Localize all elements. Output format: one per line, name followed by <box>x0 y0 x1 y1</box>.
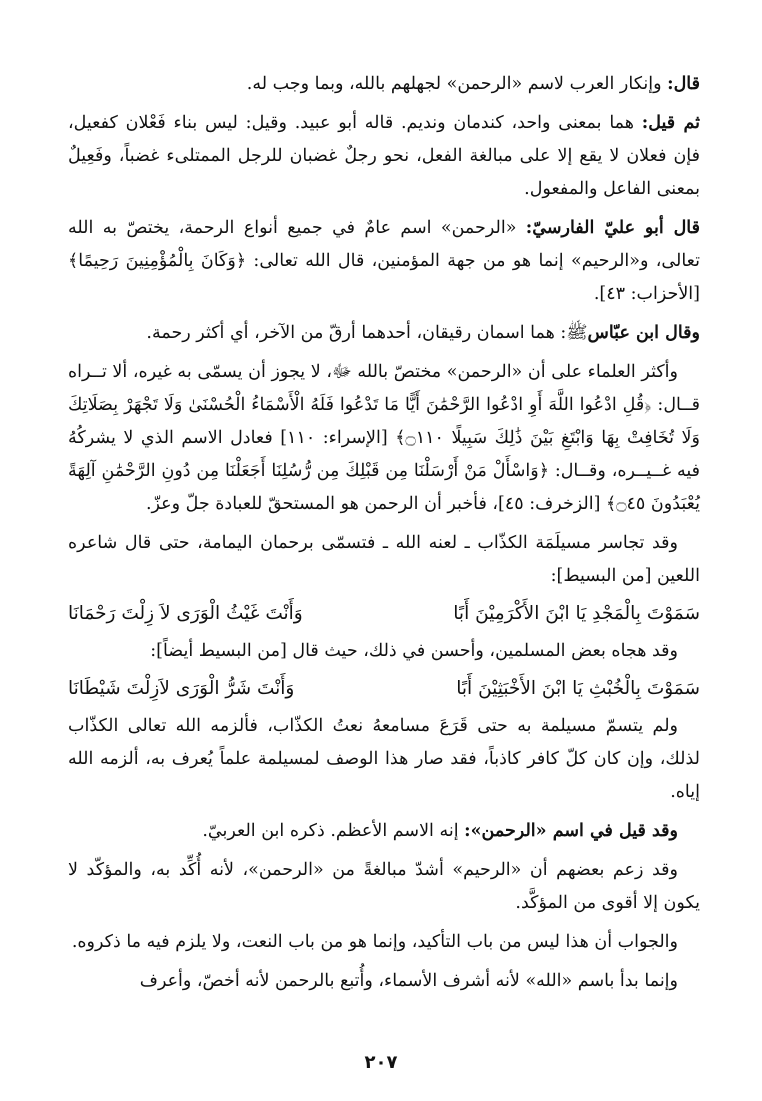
paragraph-8 <box>68 710 700 809</box>
paragraph-text: والجواب أن هذا ليس من باب التأكيد، وإنما هو من باب النعت، ولا يلزم فيه ما ذكروه. <box>71 932 678 952</box>
paragraph-text: ﷺ: هما اسمان رقيقان، أحدهما أرقّ من الآخر، أي أكثر رحمة. <box>146 323 588 343</box>
paragraph-lead: قال: <box>667 74 700 94</box>
paragraph-lead: وقال ابن عبّاس <box>587 323 700 343</box>
paragraph-text: ولم يتسمّ مسيلمة به حتى قَرَعَ مسامعهُ نعتُ الكذّاب، فألزمه الله تعالى الكذّاب لذلك، وإن كان كلّ كافر كاذباً، فقد صار هذا الوصف لمسيلمة علماً يُعرف به، ألزمه الله إياه. <box>68 716 700 802</box>
paragraph-7 <box>68 635 700 668</box>
paragraph-text: وإنكار العرب لاسم «الرحمن» لجهلهم بالله، وبما وجب له. <box>246 74 668 94</box>
paragraph-4 <box>68 317 700 350</box>
paragraph-lead: ثم قيل: <box>641 113 700 133</box>
paragraph-11 <box>68 926 700 959</box>
verse-first-hemistich: سَمَوْتَ بِالْمَجْدِ يَا ابْنَ الأَكْرَمِيْنَ أَبًا <box>453 603 700 624</box>
paragraph-12 <box>68 965 700 998</box>
verse-second-hemistich: وَأَنْتَ غَيْثُ الْوَرَى لاَ زِلْتَ رَحْمَانَا <box>68 603 303 624</box>
paragraph-text: وإنما بدأ باسم «الله» لأنه أشرف الأسماء، وأُتبع بالرحمن لأنه أخصّ، وأعرف <box>139 971 678 991</box>
paragraph-lead: وقد قيل في اسم «الرحمن»: <box>464 821 678 841</box>
poem-verse-2 <box>68 672 700 706</box>
paragraph-1 <box>68 68 700 101</box>
paragraph-text: هما بمعنى واحد، كندمان ونديم. قاله أبو عبيد. وقيل: ليس بناء فَعْلان كفعيل، فإن فعلان لا يقع إلا على مبالغة الفعل، نحو رجلٌ غضبان للرجل الممتلىء غضباً، وفَعِيلٌ بمعنى الفاعل والمفعول. <box>68 113 700 199</box>
paragraph-text: وقد زعم بعضهم أن «الرحيم» أشدّ مبالغةً من «الرحمن»، لأنه أُكِّد به، والمؤكّد لا يكون إلا أقوى من المؤكَّد. <box>68 860 700 913</box>
paragraph-lead: قال أبو عليّ الفارسيّ: <box>525 218 700 238</box>
poem-verse-1 <box>68 597 700 631</box>
paragraph-2 <box>68 107 700 206</box>
paragraph-text: «الرحمن» اسم عامٌ في جميع أنواع الرحمة، يختصّ به الله تعالى، و«الرحيم» إنما هو من جهة المؤمنين، قال الله تعالى: ﴿وَكَانَ بِالْمُؤْمِنِينَ رَحِيمًا﴾[الأحزاب: ٤٣]. <box>68 218 700 304</box>
verse-first-hemistich: سَمَوْتَ بِالْخُبْثِ يَا ابْنَ الأَخْبَثِيْنَ أَبًا <box>456 678 700 699</box>
paragraph-5 <box>68 356 700 521</box>
paragraph-6 <box>68 527 700 593</box>
paragraph-10 <box>68 854 700 920</box>
paragraph-3 <box>68 212 700 311</box>
paragraph-text: إنه الاسم الأعظم. ذكره ابن العربيّ. <box>202 821 465 841</box>
paragraph-text: وقد هجاه بعض المسلمين، وأحسن في ذلك، حيث قال [من البسيط أيضاً]: <box>150 641 678 661</box>
page-number: ٢٠٧ <box>364 1052 398 1073</box>
verse-second-hemistich: وَأَنْتَ شَرُّ الْوَرَى لاَزِلْتَ شَيْطَانَا <box>68 678 295 699</box>
paragraph-text: وقد تجاسر مسيلَمَة الكذّاب ـ لعنه الله ـ فتسمّى برحمان اليمامة، حتى قال شاعره اللعين [من البسيط]: <box>68 533 700 586</box>
paragraph-9 <box>68 815 700 848</box>
paragraph-text: وأكثر العلماء على أن «الرحمن» مختصّ بالله ﷻ، لا يجوز أن يسمّى به غيره، ألا تــراه قــال: ﴿قُلِ ادْعُوا اللَّهَ أَوِ ادْعُوا الرَّحْمَٰنَ أَيًّا مَا تَدْعُوا فَلَهُ الْأَسْمَاءُ الْحُسْنَىٰ وَلَا تَجْهَرْ بِصَلَاتِكَ وَلَا تُخَافِتْ بِهَا وَابْتَغِ بَيْنَ ذَٰلِكَ سَبِيلًا ۝١١٠﴾ [الإسراء: ١١٠] فعادل الاسم الذي لا يشركُهُ فيه غــيــره، وقــال: ﴿وَاسْأَلْ مَنْ أَرْسَلْنَا مِن قَبْلِكَ مِن رُّسُلِنَا أَجَعَلْنَا مِن دُونِ الرَّحْمَٰنِ آلِهَةً يُعْبَدُونَ ۝٤٥﴾ [الزخرف: ٤٥]، فأخبر أن الرحمن هو المستحقّ للعبادة جلّ وعزّ. <box>68 362 700 514</box>
